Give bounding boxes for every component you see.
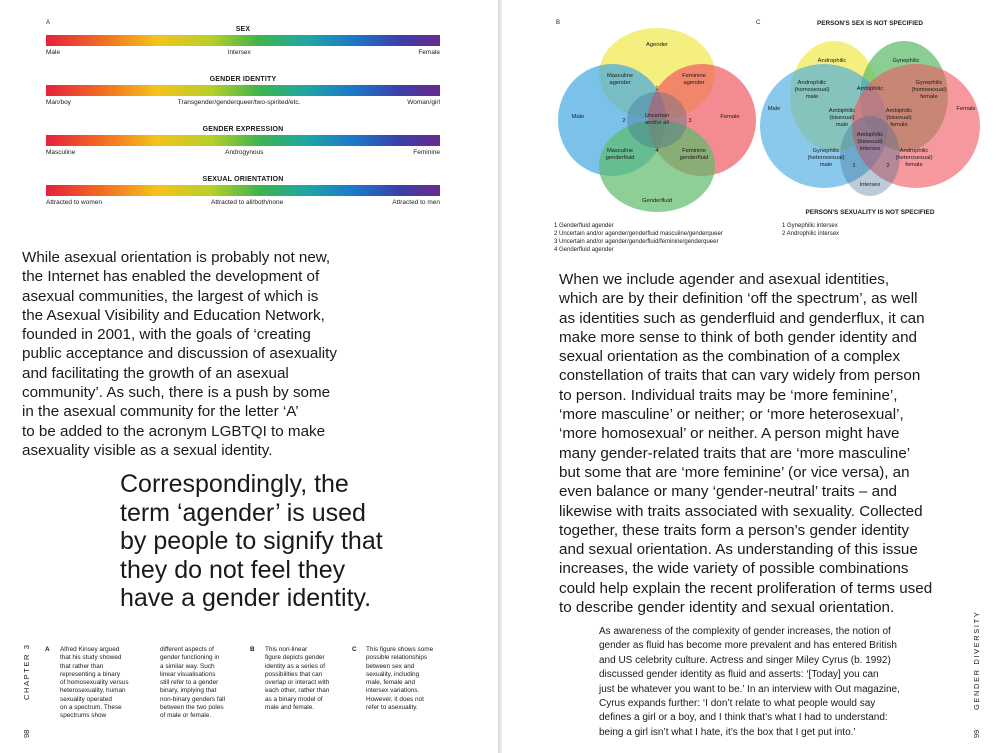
figure-c-top-title: PERSON'S SEX IS NOT SPECIFIED [817, 20, 923, 27]
venn-label-masc-genderfluid-2: genderfluid [605, 155, 635, 161]
spectrum-middle-label: Attracted to all/both/none [211, 199, 284, 206]
spectrum-bar [46, 185, 440, 196]
spectrum-gender-identity [46, 76, 440, 106]
footnote-line: different aspects of [160, 646, 214, 653]
spectrum-title: SEX [235, 26, 251, 33]
venn-label-male: Male [571, 114, 585, 120]
footnote-c [366, 646, 456, 712]
venn-label-gyne-homo-female: (homosexual) [911, 87, 947, 93]
venn-label-andro-homo-male: Androphilic [797, 80, 827, 86]
small-line: Cyrus expands further: ‘I don’t relate to what people would say [599, 698, 876, 710]
figure-a-letter: A [46, 20, 51, 26]
spectrum-left-label: Masculine [46, 149, 76, 156]
venn-label-andro-homo-male: (homosexual) [794, 87, 830, 93]
body-line: together, these traits form a person’s gender identity [559, 521, 910, 539]
body-line: even balance or many ‘gender-neutral’ traits – and [559, 483, 897, 501]
footnote-line: possible relationships [366, 654, 428, 662]
body-line: in the asexual community for the letter ‘A’ [22, 403, 299, 421]
legend-item: 1 Genderfluid agender [554, 223, 614, 229]
footnote-line: male and female. [265, 704, 315, 712]
body-line: asexuality visible as a sexual identity. [22, 441, 273, 459]
footnote-line: still refer to a gender [160, 679, 219, 687]
venn-label-andro-homo-male: male [805, 94, 819, 100]
footnote-line: spectrums show [60, 712, 107, 720]
footnote-line: between the two poles [160, 704, 224, 712]
venn-label-fem-genderfluid-1: Feminine [682, 148, 706, 154]
body-line: the Asexual Visibility and Education Network, [22, 306, 325, 324]
venn-label-center-1: Uncertain [644, 113, 670, 119]
spectrum-right-label: Woman/girl [407, 99, 440, 106]
body-line: asexual communities, the largest of which is [22, 287, 319, 305]
body-line: When we include agender and asexual identities, [559, 271, 890, 288]
quote-line: Correspondingly, the [120, 470, 349, 498]
venn-label-female: Female [956, 106, 976, 112]
venn-label-ambi-bi-intersex: Ambiphilic [856, 132, 884, 138]
venn-number-2: 2 [886, 163, 890, 169]
footnote-line: non-binary genders fall [160, 695, 226, 703]
body-line: the Internet has enabled the development of [22, 268, 320, 286]
left-page [0, 0, 498, 753]
body-line: and sexual orientation. As understanding of this issue [559, 541, 918, 559]
small-line: As awareness of the complexity of gender increases, the notion of [599, 626, 891, 637]
footnote-line: Alfred Kinsey argued [60, 646, 120, 653]
figure-c-letter: C [756, 20, 761, 26]
venn-label-androphilic: Androphilic [817, 58, 847, 64]
footnote-line: This non-linear [265, 646, 308, 653]
venn-label-andro-hetero-female: (heterosexual) [895, 155, 933, 161]
footnote-line: of homosexuality versus [60, 679, 129, 687]
venn-number-3: 3 [688, 118, 692, 124]
footnote-line: intersex variations. [366, 687, 420, 695]
small-line: discussed gender identity as fluid and asserts: ‘[Today] you can [599, 669, 879, 681]
footnote-letter-c: C [352, 646, 357, 653]
venn-label-andro-hetero-female: Androphilic [899, 148, 929, 154]
right-page [502, 0, 1000, 753]
venn-label-ambi-bi-female: Ambiphilic [885, 108, 913, 114]
footnote-line: This figure shows some [366, 646, 434, 653]
footnote-a-col2 [160, 646, 245, 721]
small-line: just be whatever you want to be.’ In an interview with Out magazine, [599, 683, 900, 695]
venn-label-ambi-bi-female: (bisexual) [886, 115, 912, 121]
legend-item: 3 Uncertain and/or agender/genderfluid/feminine/genderqueer [554, 239, 719, 245]
footnote-line: overlap or interact with [265, 679, 330, 687]
right-body-paragraph [559, 270, 993, 617]
spectrum-sexual-orientation [46, 176, 440, 206]
legend-item: 2 Uncertain and/or agender/genderfluid masculine/genderqueer [554, 231, 723, 237]
footnote-line: gender functioning in [160, 654, 220, 662]
left-body-paragraph [22, 248, 492, 460]
body-line: to describe gender identity and sexual orientation. [559, 599, 895, 617]
running-head-left: CHAPTER 3 [22, 643, 31, 700]
venn-label-gyne-homo-female: Gynephilic [915, 80, 943, 86]
spectrum-right-label: Female [418, 49, 440, 56]
legend-item: 1 Gynephilic intersex [782, 223, 838, 229]
body-line: increases, the wide variety of possible combinations [559, 560, 909, 578]
spectrum-title: SEXUAL ORIENTATION [202, 176, 284, 183]
venn-label-ambi-bi-intersex: (bisexual) [857, 139, 883, 145]
quote-line: by people to signify that [120, 527, 383, 555]
quote-line: term ‘agender’ is used [120, 498, 366, 527]
body-line: founded in 2001, with the goals of ‘creating [22, 326, 311, 344]
quote-line: they do not feel they [120, 555, 346, 584]
venn-label-center-2: and/or all [645, 120, 669, 126]
body-line: make more sense to think of both gender identity and [559, 328, 917, 346]
small-line: and US celebrity culture. Actress and singer Miley Cyrus (b. 1992) [599, 654, 891, 666]
spectrum-right-label: Attracted to men [392, 199, 440, 206]
figure-b-venn-diagram [552, 22, 762, 218]
spectrum-middle-label: Androgynous [225, 149, 264, 156]
body-line: could help explain the recent proliferation of terms used [559, 579, 933, 597]
celebrity-paragraph [599, 625, 955, 740]
spectrum-left-label: Male [46, 49, 61, 56]
venn-label-ambi-bi-male: male [835, 122, 849, 128]
footnote-b [265, 646, 345, 712]
spectrum-right-label: Feminine [413, 149, 440, 156]
footnote-line: representing a binary [60, 670, 121, 678]
footnote-line: a similar way. Such [160, 662, 215, 670]
footnote-line: male, female and [366, 679, 416, 687]
venn-number-2: 2 [622, 118, 626, 124]
footnote-line: that rather than [60, 662, 104, 670]
body-line: public acceptance and discussion of asexuality [22, 345, 337, 363]
venn-label-masc-agender-1: Masculine [606, 73, 634, 79]
body-line: to person. Individual traits may be ‘more feminine’, [559, 386, 898, 404]
spectrum-title: GENDER IDENTITY [209, 76, 277, 83]
venn-label-fem-genderfluid-2: genderfluid [679, 155, 709, 161]
spectrum-sex [46, 26, 440, 56]
figure-c-bottom-title: PERSON'S SEXUALITY IS NOT SPECIFIED [805, 209, 935, 216]
venn-label-ambi-bi-female: female [890, 122, 908, 128]
footnote-line: heterosexuality, human [60, 687, 126, 695]
legend-item: 4 Genderfluid agender [554, 247, 614, 253]
spectrum-bar [46, 135, 440, 146]
venn-label-intersex: Intersex [859, 182, 881, 188]
venn-label-male: Male [767, 106, 781, 112]
spectrum-bar [46, 85, 440, 96]
page-number-right: 99 [972, 729, 981, 738]
footnote-line: binary, implying that [160, 687, 217, 695]
body-line: While asexual orientation is probably not new, [22, 249, 331, 266]
venn-label-ambi-bi-male: (bisexual) [829, 115, 855, 121]
body-line: as identities such as genderfluid and genderflux, it can [559, 309, 925, 327]
spectrum-left-label: Man/boy [46, 99, 71, 106]
body-line: which are by their definition ‘off the spectrum’, as well [559, 290, 918, 308]
venn-label-ambi-bi-intersex: intersex [859, 146, 881, 152]
running-head-right: GENDER DIVERSITY [972, 610, 981, 710]
footnote-line: refer to asexuality. [366, 704, 418, 712]
body-line: likewise with traits associated with sexuality. Collected [559, 502, 923, 520]
venn-number-1: 1 [852, 163, 856, 169]
footnote-line: linear visualisations [160, 670, 216, 678]
quote-line: have a gender identity. [120, 584, 372, 612]
footnote-line: identity as a series of [265, 662, 326, 670]
pull-quote [120, 470, 450, 613]
spectrum-gender-expression [46, 126, 440, 156]
footnote-line: possibilities that can [265, 670, 323, 678]
figure-c-venn-diagram [754, 14, 986, 222]
venn-label-gyne-hetero-male: male [819, 162, 833, 168]
footnote-line: figure depicts gender [265, 654, 325, 662]
body-line: community’. As such, there is a push by some [22, 384, 331, 402]
body-line: sexual orientation as the combination of a complex [559, 348, 901, 366]
body-line: many gender-related traits that are ‘more masculine’ [559, 444, 911, 462]
body-line: ‘more masculine’ or neither; or ‘more heterosexual’, [559, 406, 904, 424]
footnote-line: as a binary model of [265, 695, 323, 703]
small-line: gender as fluid has become more prevalent and has entered British [599, 640, 897, 652]
venn-label-andro-hetero-female: female [905, 162, 923, 168]
spectrum-left-label: Attracted to women [46, 199, 102, 206]
small-line: defines a girl or a boy, and I think that’s what I had to understand: [599, 712, 888, 724]
small-line: being a girl isn’t what I hate, it’s the box that I get put into.’ [599, 726, 856, 738]
venn-label-ambiphilic: Ambiphilic [856, 86, 884, 92]
venn-label-masc-genderfluid-1: Masculine [606, 148, 634, 154]
footnote-letter-a: A [45, 646, 50, 653]
footnote-line: between sex and [366, 662, 415, 670]
spectrum-middle-label: Transgender/genderqueer/two-spirited/etc. [177, 99, 301, 106]
figure-b-legend [554, 222, 723, 254]
venn-label-masc-agender-2: agender [609, 80, 631, 86]
body-line: to be added to the acronym LGBTQI to make [22, 422, 326, 440]
footnote-letter-b: B [250, 646, 255, 653]
venn-label-agender: Agender [646, 42, 668, 48]
venn-label-fem-agender-1: Feminine [682, 73, 706, 79]
legend-item: 2 Androphilic intersex [782, 231, 840, 237]
venn-label-gyne-hetero-male: Gynephilic [812, 148, 840, 154]
body-line: and facilitating the growth of an asexual [22, 364, 289, 382]
venn-label-gyne-homo-female: female [920, 94, 938, 100]
figure-b-letter: B [556, 20, 561, 26]
spectrum-title: GENDER EXPRESSION [202, 126, 284, 133]
spectrum-bar [46, 35, 440, 46]
spectrum-middle-label: Intersex [227, 49, 251, 56]
body-line: constellation of traits that can vary widely from person [559, 367, 921, 385]
body-line: but some that are ‘more feminine’ (or vice versa), an [559, 463, 910, 481]
footnote-line: of male or female. [160, 712, 212, 720]
venn-label-gyne-hetero-male: (heterosexual) [807, 155, 845, 161]
venn-label-genderfluid: Genderfluid [642, 198, 672, 204]
venn-label-fem-agender-2: agender [683, 80, 705, 86]
venn-number-4: 4 [655, 148, 659, 154]
venn-number-1: 1 [655, 86, 659, 92]
footnote-line: However, it does not [366, 695, 424, 703]
body-line: ‘more homosexual’ or neither. A person might have [559, 425, 900, 443]
footnote-line: that his study showed [60, 654, 122, 662]
footnote-line: sexuality, including [366, 670, 420, 678]
page-number-left: 98 [22, 729, 31, 738]
venn-label-gynephilic: Gynephilic [892, 58, 920, 64]
footnote-line: each other, rather than [265, 687, 330, 695]
figure-c-legend [782, 222, 839, 238]
venn-label-ambi-bi-male: Ambiphilic [828, 108, 856, 114]
footnote-line: sexuality operated [60, 695, 112, 703]
footnote-a-col1 [60, 646, 155, 721]
venn-label-female: Female [720, 114, 740, 120]
footnote-line: on a spectrum. These [60, 704, 122, 712]
